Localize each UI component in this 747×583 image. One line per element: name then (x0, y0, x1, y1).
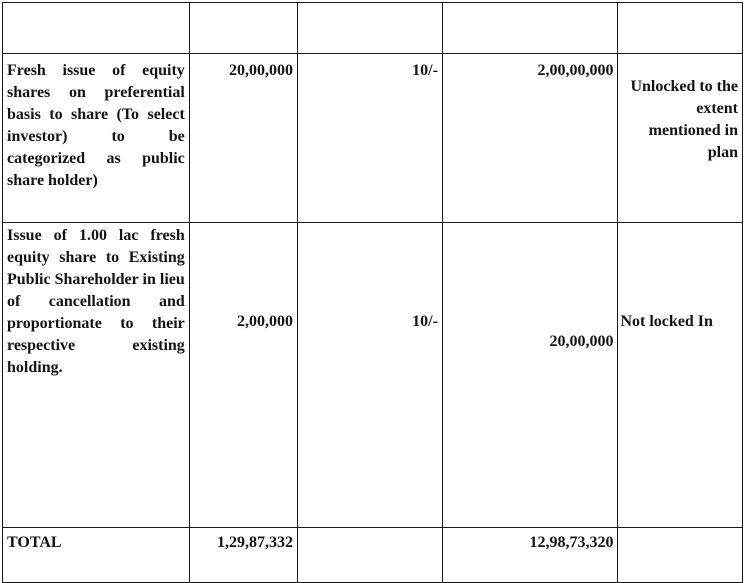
total-lock-in-status (618, 528, 743, 583)
amount-cell: 2,00,00,000 (442, 54, 618, 223)
amount-cell (442, 3, 618, 54)
lock-in-status-cell: Unlocked to the extent mentioned in plan (618, 54, 743, 223)
share-capital-table (2, 2, 743, 583)
total-face-value (297, 528, 442, 583)
lock-in-status-cell: Not locked In (618, 223, 743, 528)
shares-cell: 2,00,000 (189, 223, 297, 528)
table-row (3, 54, 743, 223)
face-value-cell: 10/- (297, 54, 442, 223)
table-row (3, 223, 743, 528)
description-cell: Issue of 1.00 lac fresh equity share to Existing Public Shareholder in lieu of cancellation and proportionate to their respective existing holding. (3, 223, 190, 528)
amount-cell: 20,00,000 (442, 223, 618, 528)
total-shares: 1,29,87,332 (189, 528, 297, 583)
table-row (3, 3, 743, 54)
face-value-cell: 10/- (297, 223, 442, 528)
total-label: TOTAL (3, 528, 190, 583)
description-cell: Fresh issue of equity shares on preferential basis to share (To select investor) to be categorized as public share holder) (3, 54, 190, 223)
lock-in-status-cell (618, 3, 743, 54)
description-cell (3, 3, 190, 54)
shares-cell (189, 3, 297, 54)
total-row (3, 528, 743, 583)
shares-cell: 20,00,000 (189, 54, 297, 223)
face-value-cell (297, 3, 442, 54)
total-amount: 12,98,73,320 (442, 528, 618, 583)
